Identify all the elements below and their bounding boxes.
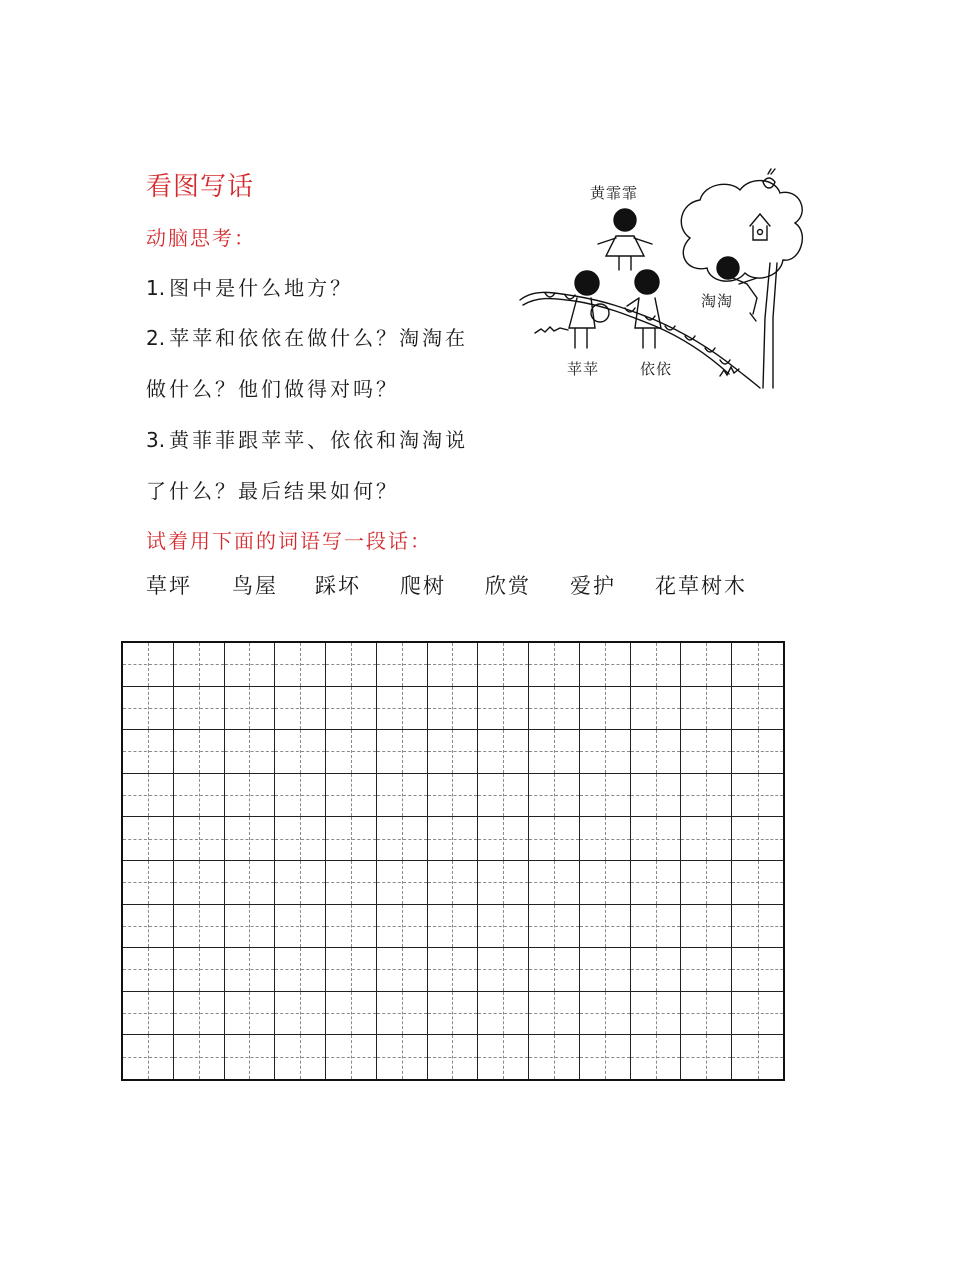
grid-cell[interactable] [529, 730, 580, 774]
grid-cell[interactable] [377, 948, 428, 992]
girl-top-head-icon [614, 209, 636, 231]
grid-cell[interactable] [631, 730, 682, 774]
grid-cell[interactable] [225, 687, 276, 731]
question-3-line-2: 了什么？最后结果如何？ [146, 479, 399, 503]
grid-cell[interactable] [428, 992, 479, 1036]
grid-cell[interactable] [428, 643, 479, 687]
grid-cell[interactable] [225, 817, 276, 861]
grid-cell[interactable] [275, 643, 326, 687]
grid-cell[interactable] [123, 730, 174, 774]
grid-cell[interactable] [631, 687, 682, 731]
grid-cell[interactable] [732, 730, 783, 774]
grid-cell[interactable] [326, 817, 377, 861]
question-3-line-1 [146, 424, 468, 453]
grid-cell[interactable] [174, 861, 225, 905]
grid-cell[interactable] [580, 992, 631, 1036]
grid-cell[interactable] [326, 861, 377, 905]
word-item: 踩坏 [315, 574, 361, 598]
grid-cell[interactable] [631, 1035, 682, 1079]
grid-cell[interactable] [225, 643, 276, 687]
grid-cell[interactable] [225, 730, 276, 774]
grid-cell[interactable] [123, 643, 174, 687]
grid-cell[interactable] [732, 1035, 783, 1079]
words-heading: 试着用下面的词语写一段话： [146, 529, 432, 553]
label-huang-feifei: 黄霏霏 [590, 184, 639, 202]
grid-cell[interactable] [732, 774, 783, 818]
grid-cell[interactable] [529, 992, 580, 1036]
grid-cell[interactable] [123, 687, 174, 731]
tree-trunk-icon [763, 263, 777, 388]
grid-cell[interactable] [478, 992, 529, 1036]
birdhouse-icon [750, 214, 770, 240]
grid-cell[interactable] [377, 1035, 428, 1079]
grid-cell[interactable] [681, 992, 732, 1036]
grid-cell[interactable] [275, 861, 326, 905]
grid-cell[interactable] [428, 1035, 479, 1079]
grid-cell[interactable] [580, 948, 631, 992]
grid-cell[interactable] [123, 1035, 174, 1079]
grid-cell[interactable] [580, 774, 631, 818]
grid-cell[interactable] [275, 687, 326, 731]
grid-cell[interactable] [377, 992, 428, 1036]
grid-cell[interactable] [428, 730, 479, 774]
grid-cell[interactable] [529, 687, 580, 731]
grid-cell[interactable] [580, 861, 631, 905]
question-text: 图中是什么地方？ [169, 276, 354, 300]
think-heading: 动脑思考： [146, 226, 256, 250]
grid-cell[interactable] [478, 948, 529, 992]
grid-cell[interactable] [580, 905, 631, 949]
word-item: 爱护 [570, 574, 616, 598]
grid-cell[interactable] [225, 948, 276, 992]
grid-cell[interactable] [174, 774, 225, 818]
question-2-line-1 [146, 322, 468, 351]
grid-cell[interactable] [529, 905, 580, 949]
grid-cell[interactable] [732, 905, 783, 949]
word-item: 鸟屋 [232, 574, 278, 598]
grid-cell[interactable] [326, 1035, 377, 1079]
grid-cell[interactable] [225, 774, 276, 818]
grid-cell[interactable] [225, 905, 276, 949]
grid-cell[interactable] [580, 643, 631, 687]
grid-cell[interactable] [174, 730, 225, 774]
grid-cell[interactable] [326, 730, 377, 774]
grid-cell[interactable] [428, 948, 479, 992]
grid-cell[interactable] [732, 861, 783, 905]
grid-cell[interactable] [681, 730, 732, 774]
grid-cell[interactable] [478, 1035, 529, 1079]
grid-cell[interactable] [529, 774, 580, 818]
bird-icon [763, 169, 775, 188]
grid-cell[interactable] [174, 643, 225, 687]
grid-cell[interactable] [326, 948, 377, 992]
grid-cell[interactable] [580, 730, 631, 774]
grid-cell[interactable] [631, 861, 682, 905]
grid-cell[interactable] [478, 817, 529, 861]
grid-cell[interactable] [428, 905, 479, 949]
grid-cell[interactable] [478, 643, 529, 687]
grid-cell[interactable] [732, 992, 783, 1036]
grid-cell[interactable] [681, 817, 732, 861]
grid-cell[interactable] [478, 730, 529, 774]
girl-right-head-icon [635, 270, 659, 294]
park-illustration [515, 168, 810, 390]
grid-cell[interactable] [681, 905, 732, 949]
grid-cell[interactable] [529, 948, 580, 992]
grid-cell[interactable] [275, 774, 326, 818]
grid-cell[interactable] [529, 643, 580, 687]
grid-cell[interactable] [681, 687, 732, 731]
girl-left-head-icon [575, 271, 599, 295]
grid-cell[interactable] [428, 687, 479, 731]
grid-cell[interactable] [326, 687, 377, 731]
grid-cell[interactable] [123, 948, 174, 992]
label-pingping: 苹苹 [567, 360, 600, 378]
grid-cell[interactable] [631, 774, 682, 818]
park-scene-drawing [515, 168, 810, 390]
grid-cell[interactable] [478, 687, 529, 731]
grid-cell[interactable] [275, 992, 326, 1036]
grid-cell[interactable] [275, 730, 326, 774]
grid-cell[interactable] [377, 643, 428, 687]
grid-cell[interactable] [580, 687, 631, 731]
grid-cell[interactable] [275, 948, 326, 992]
grid-cell[interactable] [681, 861, 732, 905]
grid-cell[interactable] [326, 774, 377, 818]
question-1 [146, 272, 353, 301]
grid-cell[interactable] [174, 1035, 225, 1079]
grid-cell[interactable] [732, 948, 783, 992]
grid-cell[interactable] [478, 905, 529, 949]
grid-cell[interactable] [681, 948, 732, 992]
grid-cell[interactable] [428, 861, 479, 905]
word-item: 欣赏 [485, 574, 531, 598]
word-item: 花草树木 [655, 574, 747, 598]
tree-canopy-icon [681, 181, 802, 282]
grid-cell[interactable] [225, 1035, 276, 1079]
grid-cell[interactable] [631, 992, 682, 1036]
grid-cell[interactable] [225, 992, 276, 1036]
grid-cell[interactable] [174, 687, 225, 731]
grid-cell[interactable] [631, 643, 682, 687]
grid-cell[interactable] [732, 687, 783, 731]
grid-cell[interactable] [123, 992, 174, 1036]
grid-cell[interactable] [681, 643, 732, 687]
grid-cell[interactable] [681, 1035, 732, 1079]
grid-cell[interactable] [123, 861, 174, 905]
writing-grid[interactable] [121, 641, 785, 1081]
grid-cell[interactable] [123, 905, 174, 949]
grid-cell[interactable] [174, 992, 225, 1036]
grid-cell[interactable] [123, 774, 174, 818]
grid-cell[interactable] [631, 905, 682, 949]
grid-cell[interactable] [275, 905, 326, 949]
grid-cell[interactable] [529, 1035, 580, 1079]
grid-cell[interactable] [377, 730, 428, 774]
question-number: 2. [146, 326, 166, 350]
grid-cell[interactable] [478, 861, 529, 905]
grid-cell[interactable] [225, 861, 276, 905]
grid-cell[interactable] [631, 817, 682, 861]
page-title: 看图写话 [146, 172, 255, 202]
grid-cell[interactable] [326, 992, 377, 1036]
label-taotao: 淘淘 [701, 292, 734, 310]
boy-head-icon [717, 257, 739, 279]
grid-cell[interactable] [478, 774, 529, 818]
grid-cell[interactable] [580, 817, 631, 861]
grid-cell[interactable] [123, 817, 174, 861]
label-yiyi: 依依 [640, 360, 673, 378]
word-item: 草坪 [146, 574, 192, 598]
grid-cell[interactable] [377, 861, 428, 905]
question-text: 黄菲菲跟苹苹、依依和淘淘说 [169, 428, 469, 452]
grid-cell[interactable] [529, 817, 580, 861]
grid-cell[interactable] [377, 817, 428, 861]
question-2-line-2: 做什么？他们做得对吗？ [146, 377, 399, 401]
grid-cell[interactable] [529, 861, 580, 905]
grid-cell[interactable] [428, 817, 479, 861]
grid-cell[interactable] [732, 643, 783, 687]
grid-cell[interactable] [174, 817, 225, 861]
question-text: 苹苹和依依在做什么？淘淘在 [169, 326, 469, 350]
grid-cell[interactable] [732, 817, 783, 861]
question-number: 3. [146, 428, 166, 452]
grid-cell[interactable] [275, 1035, 326, 1079]
grid-cell[interactable] [377, 687, 428, 731]
question-number: 1. [146, 276, 166, 300]
grid-cell[interactable] [428, 774, 479, 818]
grid-cell[interactable] [174, 905, 225, 949]
grid-cell[interactable] [377, 905, 428, 949]
grid-cell[interactable] [174, 948, 225, 992]
grid-cell[interactable] [580, 1035, 631, 1079]
grid-cell[interactable] [681, 774, 732, 818]
grid-cell[interactable] [631, 948, 682, 992]
grid-cell[interactable] [326, 905, 377, 949]
grid-cell[interactable] [275, 817, 326, 861]
grid-cell[interactable] [377, 774, 428, 818]
grid-cell[interactable] [326, 643, 377, 687]
word-item: 爬树 [400, 574, 446, 598]
